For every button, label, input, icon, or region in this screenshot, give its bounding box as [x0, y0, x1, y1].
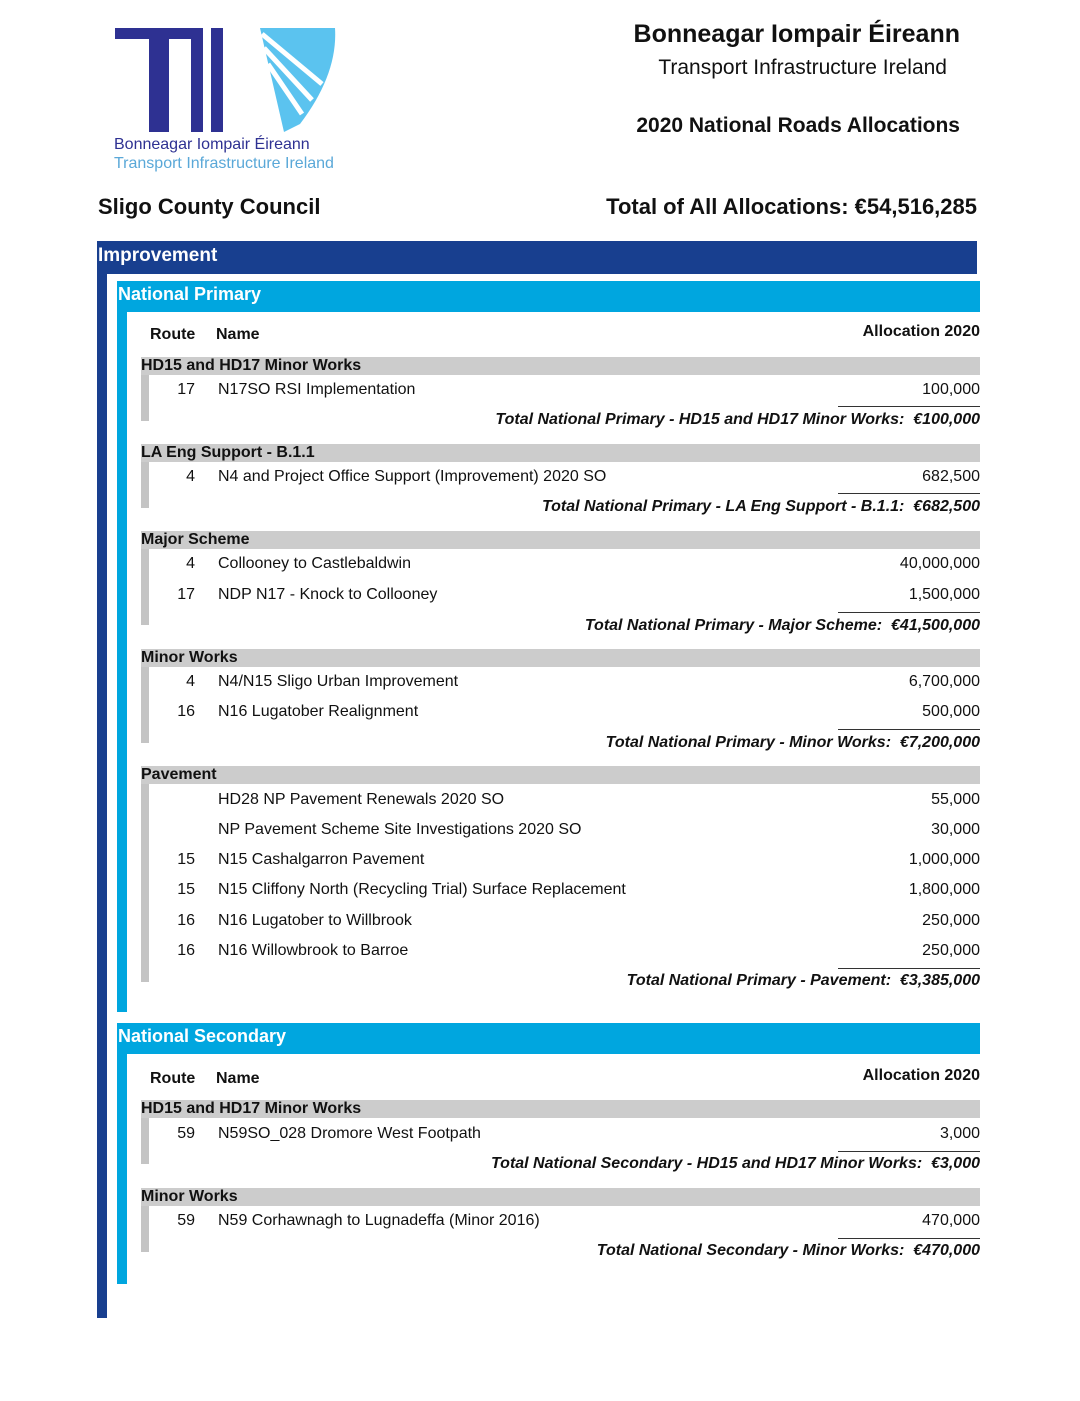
- row-amount: 470,000: [922, 1212, 980, 1229]
- table-row: [150, 818, 980, 842]
- row-route: 16: [177, 703, 195, 720]
- row-name: NDP N17 - Knock to Collooney: [218, 586, 438, 603]
- row-name: N59 Corhawnagh to Lugnadeffa (Minor 2016): [218, 1212, 540, 1229]
- table-row: [150, 1209, 980, 1233]
- row-name: N4/N15 Sligo Urban Improvement: [218, 673, 459, 690]
- row-route: 16: [177, 942, 195, 959]
- row-name: NP Pavement Scheme Site Investigations 2020 SO: [218, 821, 582, 838]
- total-rule: [838, 1238, 980, 1239]
- row-route: 15: [177, 851, 195, 868]
- row-amount: 6,700,000: [908, 673, 980, 690]
- group-total: Total National Primary - Pavement: €3,385,000: [626, 972, 980, 989]
- row-amount: 250,000: [922, 912, 980, 929]
- row-amount: 100,000: [922, 381, 980, 398]
- total-rule: [838, 493, 980, 494]
- total-rule: [838, 968, 980, 969]
- group-header: Minor Works: [141, 1188, 980, 1206]
- row-name: N16 Lugatober Realignment: [218, 703, 419, 720]
- row-name: N15 Cashalgarron Pavement: [218, 851, 425, 868]
- table-row: [150, 1122, 980, 1146]
- council-name: Sligo County Council: [98, 194, 321, 219]
- group-header: HD15 and HD17 Minor Works: [141, 1100, 980, 1118]
- table-row: [150, 465, 980, 489]
- national-secondary-sidebar: [117, 1054, 127, 1284]
- total-rule: [838, 729, 980, 730]
- row-name: N17SO RSI Implementation: [218, 381, 416, 398]
- table-row: [150, 939, 980, 963]
- row-amount: 3,000: [939, 1125, 980, 1142]
- row-amount: 40,000,000: [899, 555, 980, 572]
- improvement-sidebar: [97, 274, 107, 1318]
- total-rule: [838, 1151, 980, 1152]
- row-name: Collooney to Castlebaldwin: [218, 555, 411, 572]
- table-row: [150, 378, 980, 402]
- group-sidebar: [141, 667, 149, 743]
- group-sidebar: [141, 1206, 149, 1252]
- group-sidebar: [141, 375, 149, 421]
- row-route: 4: [186, 673, 195, 690]
- table-row: [150, 909, 980, 933]
- total-rule: [838, 612, 980, 613]
- group-total: Total National Secondary - Minor Works: €470,000: [596, 1242, 980, 1259]
- improvement-label: Improvement: [98, 245, 218, 266]
- group-total: Total National Primary - HD15 and HD17 Minor Works: €100,000: [495, 411, 980, 428]
- row-route: 4: [186, 555, 195, 572]
- table-row: [150, 552, 980, 576]
- row-name: HD28 NP Pavement Renewals 2020 SO: [218, 791, 505, 808]
- row-amount: 1,800,000: [908, 881, 980, 898]
- row-route: 17: [177, 586, 195, 603]
- header-title: Bonneagar Iompair Éireann: [633, 20, 960, 48]
- group-sidebar: [141, 462, 149, 508]
- row-route: 15: [177, 881, 195, 898]
- table-row: [150, 878, 980, 902]
- column-route: Route: [150, 326, 196, 343]
- column-allocation: Allocation 2020: [862, 1067, 980, 1084]
- group-sidebar: [141, 1118, 149, 1164]
- logo-text-irish: Bonneagar Iompair Éireann: [114, 136, 310, 153]
- row-route: 4: [186, 468, 195, 485]
- row-route: 59: [177, 1212, 195, 1229]
- group-total: Total National Primary - LA Eng Support - B.1.1: €682,500: [541, 498, 980, 515]
- national-secondary-header: [117, 1023, 980, 1054]
- national-secondary-label: National Secondary: [118, 1026, 287, 1046]
- row-name: N4 and Project Office Support (Improvement) 2020 SO: [218, 468, 607, 485]
- national-primary-label: National Primary: [118, 284, 262, 304]
- row-amount: 500,000: [922, 703, 980, 720]
- table-row: [150, 788, 980, 812]
- column-route: Route: [150, 1070, 196, 1087]
- row-amount: 1,500,000: [908, 586, 980, 603]
- header-subtitle: Transport Infrastructure Ireland: [658, 56, 947, 79]
- row-name: N15 Cliffony North (Recycling Trial) Surface Replacement: [218, 881, 626, 898]
- allocations-title: 2020 National Roads Allocations: [636, 114, 960, 137]
- group-header: Minor Works: [141, 649, 980, 667]
- row-amount: 30,000: [931, 821, 980, 838]
- national-primary-header: [117, 281, 980, 312]
- group-header: HD15 and HD17 Minor Works: [141, 357, 980, 375]
- row-name: N16 Lugatober to Willbrook: [218, 912, 412, 929]
- group-header: Major Scheme: [141, 531, 980, 549]
- group-sidebar: [141, 784, 149, 982]
- row-amount: 55,000: [931, 791, 980, 808]
- row-amount: 250,000: [922, 942, 980, 959]
- table-row: [150, 670, 980, 694]
- column-name: Name: [216, 326, 260, 343]
- column-allocation: Allocation 2020: [862, 323, 980, 340]
- table-row: [150, 700, 980, 724]
- group-total: Total National Primary - Major Scheme: €41,500,000: [584, 617, 980, 634]
- row-name: N16 Willowbrook to Barroe: [218, 942, 409, 959]
- column-name: Name: [216, 1070, 260, 1087]
- row-route: 16: [177, 912, 195, 929]
- table-row: [150, 848, 980, 872]
- group-header: Pavement: [141, 766, 980, 784]
- row-amount: 682,500: [922, 468, 980, 485]
- national-primary-sidebar: [117, 312, 127, 1012]
- row-route: 17: [177, 381, 195, 398]
- total-all-allocations: Total of All Allocations: €54,516,285: [606, 194, 977, 219]
- table-row: [150, 583, 980, 607]
- row-name: N59SO_028 Dromore West Footpath: [218, 1125, 481, 1142]
- group-sidebar: [141, 549, 149, 625]
- group-header: LA Eng Support - B.1.1: [141, 444, 980, 462]
- logo-text-english: Transport Infrastructure Ireland: [114, 155, 334, 172]
- row-amount: 1,000,000: [908, 851, 980, 868]
- total-rule: [838, 406, 980, 407]
- group-total: Total National Secondary - HD15 and HD17 Minor Works: €3,000: [490, 1155, 980, 1172]
- group-total: Total National Primary - Minor Works: €7,200,000: [605, 734, 980, 751]
- row-route: 59: [177, 1125, 195, 1142]
- improvement-header: [97, 241, 977, 274]
